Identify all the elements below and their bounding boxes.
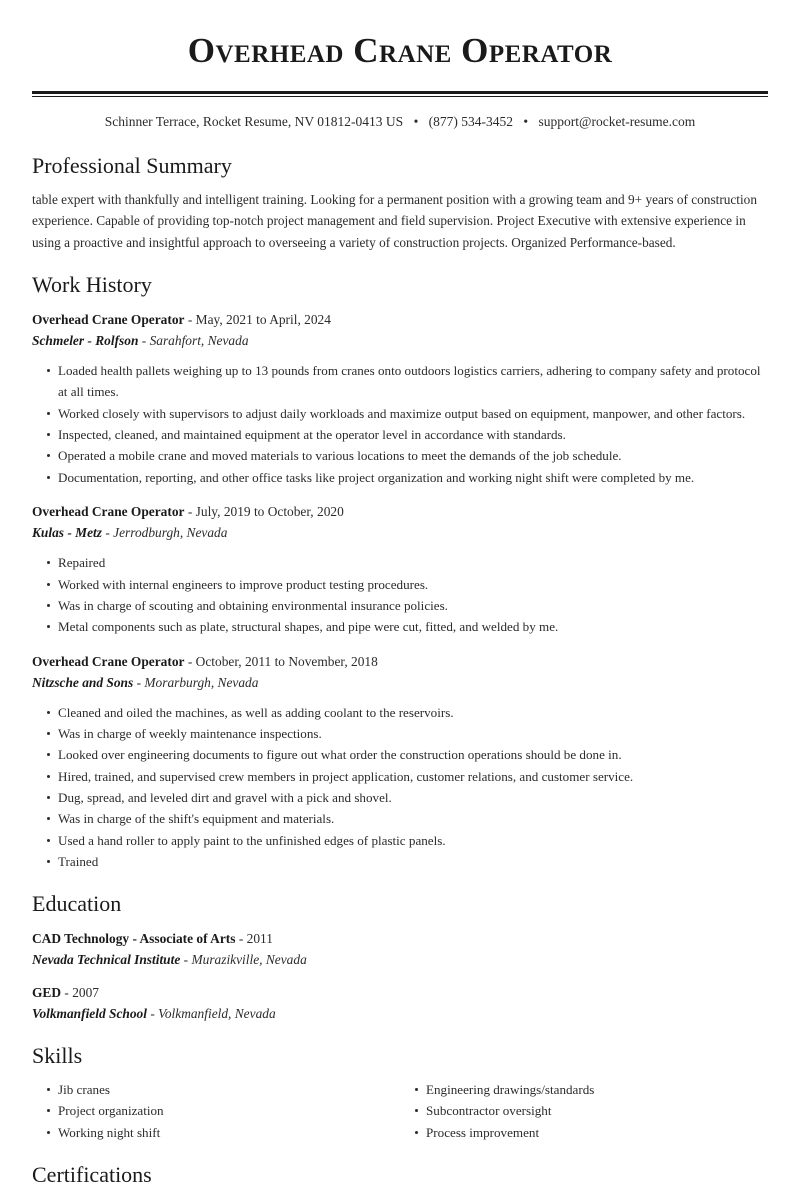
education-school: Nevada Technical Institute [32,952,181,968]
list-item: Repaired [58,552,768,573]
contact-phone: (877) 534-3452 [428,113,514,129]
education-entry-heading [32,983,768,1003]
list-item: Used a hand roller to apply paint to the unfinished edges of plastic panels. [58,830,768,851]
work-entry-subheading [32,523,768,543]
list-item: Process improvement [426,1122,768,1143]
education-degree: GED [32,985,62,1001]
summary-text: table expert with thankfully and intelligent training. Looking for a permanent position with a growing team and 9+ years of construction experience. Capable of providing top-notch project management and field supervision. Project Executive with extensive experience in using a proactive and insightful approach to overseeing a variety of construction projects. Organized Performance-based. [32,191,757,250]
section-work-history [0,253,800,872]
list-item: Was in charge of scouting and obtaining environmental insurance policies. [58,595,768,616]
skills-list-left [32,1079,400,1143]
list-item: Loaded health pallets weighing up to 13 pounds from cranes onto outdoors logistics carriers, adhering to company safety and protocol at all times. [58,360,768,403]
work-entry-subheading [32,331,768,351]
education-entry [32,929,768,970]
section-education [0,872,800,1024]
education-entry [32,983,768,1024]
work-entry-location: Sarahfort, Nevada [149,333,249,348]
contact-line [0,97,800,131]
list-item: Hired, trained, and supervised crew members in project application, customer relations, and customer service. [58,766,768,787]
contact-separator-2: • [523,113,529,129]
work-entry-dates: July, 2019 to October, 2020 [195,504,344,520]
list-item: Working night shift [58,1122,400,1143]
work-entry-sub-dash: - [141,333,147,348]
section-title-education: Education [32,891,122,917]
education-school: Volkmanfield School [32,1006,147,1022]
work-entry-dash: - [187,504,193,520]
education-entry-heading [32,929,768,949]
list-item: Worked closely with supervisors to adjust daily workloads and maximize output based on equipment, manpower, and other factors. [58,403,768,424]
section-title-skills: Skills [32,1043,83,1069]
list-item: Operated a mobile crane and moved materials to various locations to meet the demands of the job schedule. [58,445,768,466]
work-entry-location: Morarburgh, Nevada [144,674,259,690]
page-title: Overhead Crane Operator [187,31,613,70]
list-item: Engineering drawings/standards [426,1079,768,1100]
education-entry-subheading [32,950,768,970]
list-item: Trained [58,851,768,872]
list-item: Metal components such as plate, structural shapes, and pipe were cut, fitted, and welded by me. [58,616,768,637]
work-entry-bullets [32,360,768,488]
work-entry-role: Overhead Crane Operator [32,504,185,520]
work-entry-dates: May, 2021 to April, 2024 [195,311,331,327]
education-location: Volkmanfield, Nevada [158,1006,276,1022]
list-item: Project organization [58,1100,400,1121]
work-entry-heading [32,652,768,672]
list-item: Looked over engineering documents to figure out what order the construction operations should be done in. [58,744,768,765]
contact-address: Schinner Terrace, Rocket Resume, NV 01812-0413 US [104,113,404,129]
education-sub-dash: - [183,952,189,968]
education-sub-dash: - [150,1006,155,1022]
skills-column-right [400,1079,768,1143]
list-item: Cleaned and oiled the machines, as well as adding coolant to the reservoirs. [58,702,768,723]
work-entry-dash: - [187,311,193,327]
work-entry-dash: - [187,653,193,669]
contact-separator-1: • [413,113,419,129]
education-year: 2007 [72,985,99,1001]
education-dash: - [64,985,69,1001]
contact-email: support@rocket-resume.com [538,113,696,129]
education-dash: - [238,930,244,946]
list-item: Documentation, reporting, and other office tasks like project organization and working night shift were completed by me. [58,467,768,488]
work-entry-company: Kulas - Metz [32,525,102,541]
work-entry-location: Jerrodburgh, Nevada [113,525,228,541]
list-item: Was in charge of weekly maintenance inspections. [58,723,768,744]
work-entry-bullets [32,702,768,873]
list-item: Dug, spread, and leveled dirt and gravel with a pick and shovel. [58,787,768,808]
education-degree: CAD Technology - Associate of Arts [32,930,236,946]
skills-list-right [400,1079,768,1143]
work-entry [32,502,768,638]
list-item: Was in charge of the shift's equipment and materials. [58,808,768,829]
list-item: Jib cranes [58,1079,400,1100]
work-entry-bullets [32,552,768,637]
list-item: Subcontractor oversight [426,1100,768,1121]
list-item: Inspected, cleaned, and maintained equipment at the operator level in accordance with standards. [58,424,768,445]
work-entry [32,652,768,873]
section-title-work-history: Work History [32,272,152,298]
work-entry-heading [32,310,768,330]
list-item: Worked with internal engineers to improve product testing procedures. [58,574,768,595]
education-entry-subheading [32,1004,768,1024]
education-year: 2011 [246,930,273,946]
work-entry-sub-dash: - [136,674,142,690]
work-entry-company: Nitzsche and Sons [32,674,134,690]
section-skills [0,1024,800,1142]
work-entry [32,310,768,488]
work-entry-role: Overhead Crane Operator [32,311,185,327]
education-location: Murazikville, Nevada [191,952,307,968]
work-entry-company: Schmeler - Rolfson [32,333,139,348]
work-entry-role: Overhead Crane Operator [32,653,185,669]
section-title-certifications: Certifications [32,1161,152,1187]
work-entry-heading [32,502,768,522]
skills-columns [32,1079,768,1143]
section-title-summary: Professional Summary [32,153,232,179]
work-entry-subheading [32,673,768,693]
skills-column-left [32,1079,400,1143]
work-entry-dates: October, 2011 to November, 2018 [195,653,378,669]
section-certifications [0,1143,800,1188]
section-professional-summary [0,130,800,253]
work-entry-sub-dash: - [105,525,110,541]
